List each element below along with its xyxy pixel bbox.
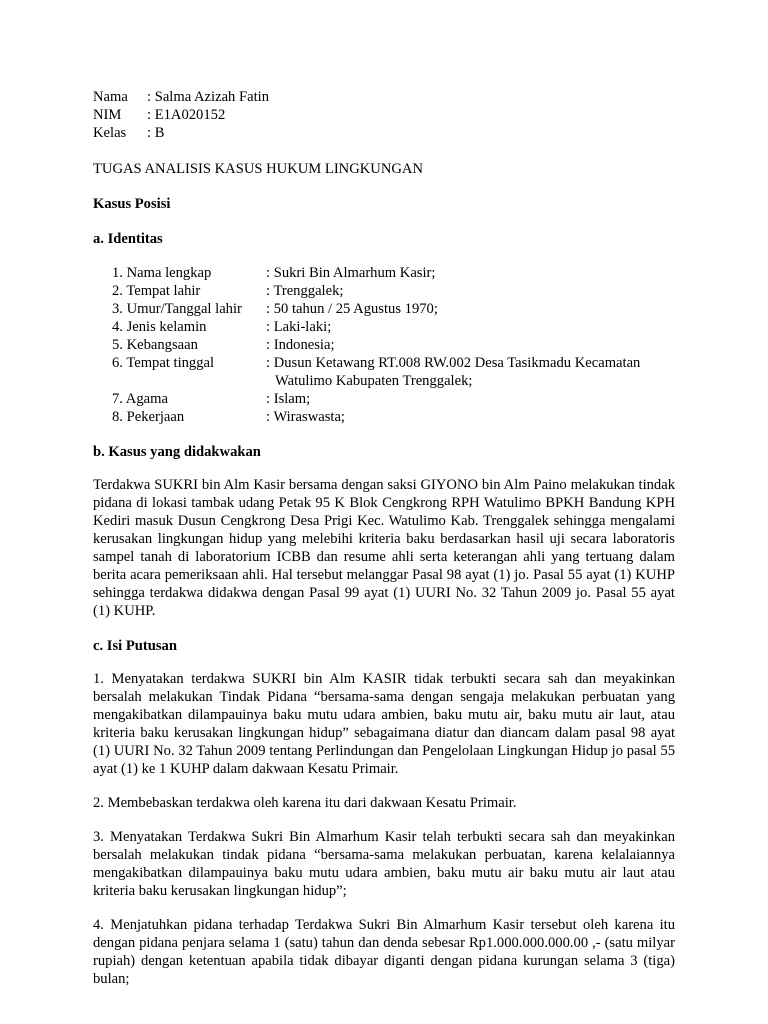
identity-row (112, 354, 675, 390)
document-title: TUGAS ANALISIS KASUS HUKUM LINGKUNGAN (93, 161, 423, 177)
identity-label: 1. Nama lengkap (112, 265, 212, 281)
identity-row (112, 408, 675, 426)
identity-row (112, 264, 675, 282)
identity-label: 2. Tempat lahir (112, 283, 201, 299)
putusan-heading: c. Isi Putusan (93, 638, 177, 654)
identity-value: : Laki-laki; (266, 319, 332, 335)
identity-value: : 50 tahun / 25 Agustus 1970; (266, 301, 438, 317)
identity-row (112, 318, 675, 336)
identity-value: : Islam; (266, 391, 311, 407)
identity-label: 3. Umur/Tanggal lahir (112, 301, 242, 317)
name-row (93, 88, 675, 106)
identity-label: 5. Kebangsaan (112, 337, 198, 353)
putusan-item-4: 4. Menjatuhkan pidana terhadap Terdakwa Sukri Bin Almarhum Kasir tersebut oleh karena itu dengan pidana penjara selama 1 (satu) tahun dan denda sebesar Rp1.000.000.000.00 ,- (satu milyar rupiah) dengan ketentuan apabila tidak dibayar diganti dengan pidana kurungan selama 3 (tiga) bulan; (93, 917, 675, 987)
identity-value: : Sukri Bin Almarhum Kasir; (266, 265, 436, 281)
identity-label: 4. Jenis kelamin (112, 319, 207, 335)
nim-value: : E1A020152 (147, 107, 226, 123)
address-line-2: Watulimo Kabupaten Trenggalek; (275, 373, 473, 389)
identity-row (112, 336, 675, 354)
identity-value: : Wiraswasta; (266, 409, 345, 425)
identitas-heading: a. Identitas (93, 231, 163, 247)
identity-row (112, 390, 675, 408)
identity-row (112, 282, 675, 300)
address-line-1: : Dusun Ketawang RT.008 RW.002 Desa Tasikmadu Kecamatan (266, 355, 641, 371)
class-row (93, 124, 675, 142)
name-value: : Salma Azizah Fatin (147, 89, 269, 105)
putusan-item-2: 2. Membebaskan terdakwa oleh karena itu dari dakwaan Kesatu Primair. (93, 795, 517, 811)
putusan-item-3: 3. Menyatakan Terdakwa Sukri Bin Almarhum Kasir telah terbukti secara sah dan meyakinkan bersalah melakukan tindak pidana “bersama-sama melakukan perbuatan, karena kelalaiannya mengakibatkan dilampauinya baku mutu udara ambien, baku mutu air baku mutu air laut atau kriteria baku kerusakan lingkungan hidup”; (93, 829, 675, 899)
putusan-item-1: 1. Menyatakan terdakwa SUKRI bin Alm KASIR tidak terbukti secara sah dan meyakinkan bersalah melakukan Tindak Pidana “bersama-sama dengan sengaja melakukan perbuatan yang mengakibatkan dilampauinya baku mutu udara ambien, baku mutu air, baku mutu air laut, atau kriteria baku kerusakan lingkungan hidup” sebagaimana diatur dan diancam dalam pasal 98 ayat (1) UURI No. 32 Tahun 2009 tentang Perlindungan dan Pengelolaan Lingkungan Hidup jo pasal 55 ayat (1) ke 1 KUHP dalam dakwaan Kesatu Primair. (93, 671, 675, 777)
student-info (93, 88, 675, 142)
class-value: : B (147, 125, 165, 141)
identity-value: : Indonesia; (266, 337, 335, 353)
identity-value-address (266, 354, 675, 390)
nim-label: NIM (93, 107, 122, 123)
identity-label: 6. Tempat tinggal (112, 355, 215, 371)
dakwaan-paragraph: Terdakwa SUKRI bin Alm Kasir bersama dengan saksi GIYONO bin Alm Paino melakukan tindak pidana di lokasi tambak udang Petak 95 K Blok Cengkrong RPH Watulimo BPKH Bandung KPH Kediri masuk Dusun Cengkrong Desa Prigi Kec. Watulimo Kab. Trenggalek sehingga mengalami kerusakan lingkungan hidup yang melebihi kriteria baku berdasarkan hasil uji secara laboratoris sampel tanah di laboratorium ICBB dan resume ahli serta keterangan ahli yang tertuang dalam berita acara pemeriksaan ahli. Hal tersebut melanggar Pasal 98 ayat (1) jo. Pasal 55 ayat (1) KUHP sehingga terdakwa didakwa dengan Pasal 99 ayat (1) UURI No. 32 Tahun 2009 jo. Pasal 55 ayat (1) KUHP. (93, 477, 675, 619)
nim-row (93, 106, 675, 124)
identity-list (93, 264, 675, 426)
kasus-posisi-heading: Kasus Posisi (93, 196, 171, 212)
identity-label: 7. Agama (112, 391, 168, 407)
identity-row (112, 300, 675, 318)
identity-label: 8. Pekerjaan (112, 409, 185, 425)
identity-value: : Trenggalek; (266, 283, 344, 299)
name-label: Nama (93, 89, 128, 105)
class-label: Kelas (93, 125, 127, 141)
dakwaan-heading: b. Kasus yang didakwakan (93, 444, 261, 460)
